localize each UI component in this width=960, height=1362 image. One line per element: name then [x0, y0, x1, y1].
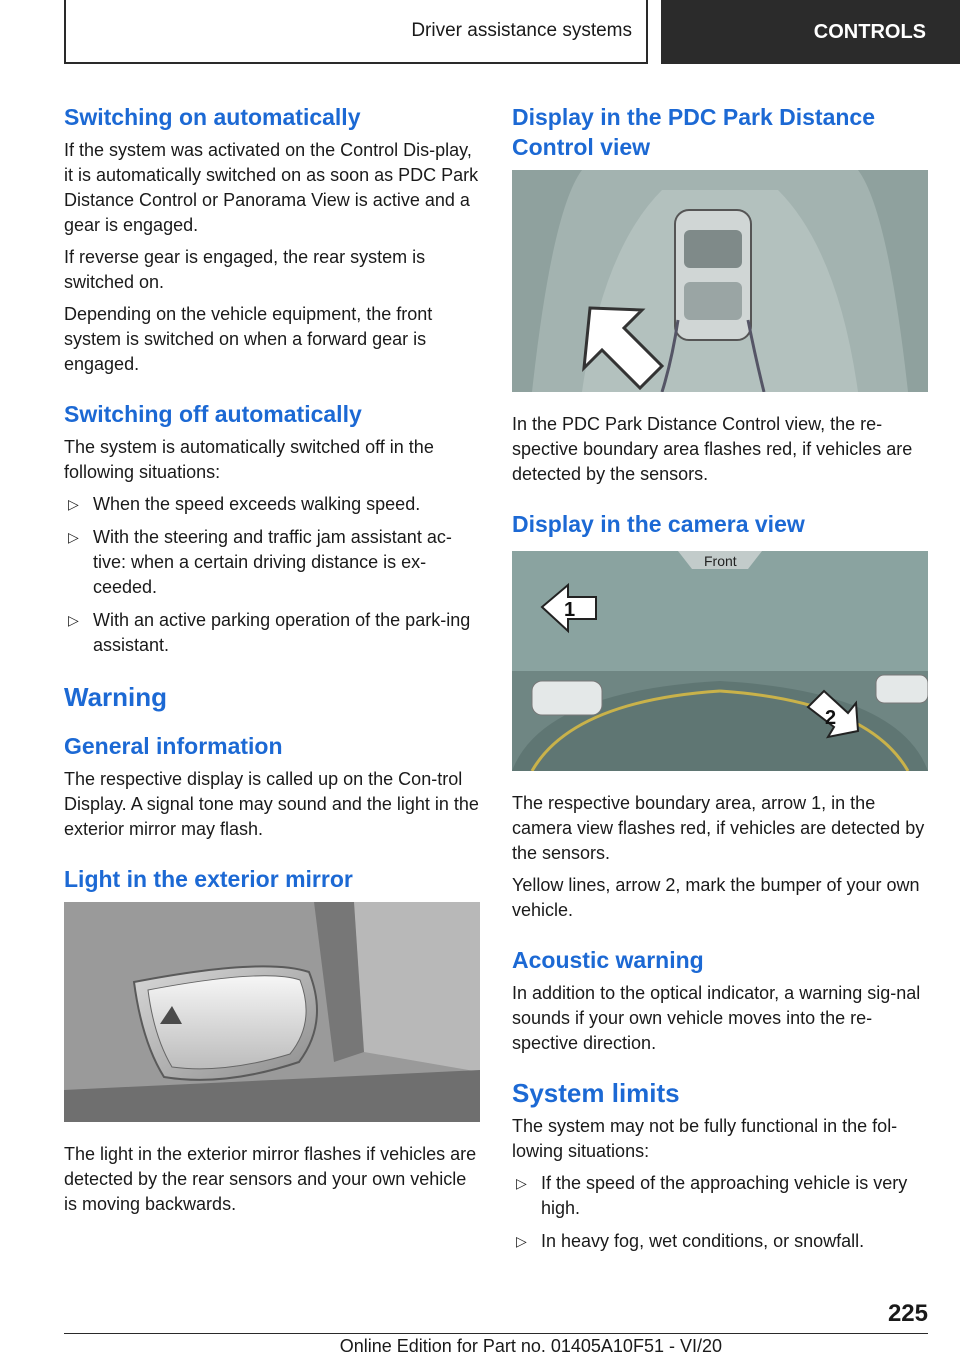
- header-chapter-label: CONTROLS: [813, 20, 926, 43]
- footer-edition: Online Edition for Part no. 01405A10F51 - VI/20: [339, 1336, 722, 1356]
- arrow-1-label: 1: [564, 599, 576, 621]
- camera-view-heading: Display in the camera view: [512, 511, 805, 537]
- front-label: Front: [704, 553, 737, 569]
- switch-off-list: [64, 492, 480, 658]
- camera-view-image: [512, 551, 928, 771]
- switch-off-paragraph: The system is automatically switched off in the following situations:: [64, 437, 434, 482]
- left-column: [64, 102, 480, 1224]
- camera-view-figure: [512, 551, 928, 771]
- list-item: [512, 1171, 928, 1221]
- list-item-text: If the speed of the approaching vehicle is very high.: [541, 1173, 908, 1218]
- acoustic-warning-paragraph: In addition to the optical indicator, a warning sig-nal sounds if your own vehicle moves into the re-spective direction.: [512, 983, 921, 1053]
- switch-on-heading: Switching on automatically: [64, 104, 361, 130]
- system-limits-heading: System limits: [512, 1078, 680, 1108]
- acoustic-warning-heading: Acoustic warning: [512, 947, 704, 973]
- pdc-display-heading: Display in the PDC Park Distance Control view: [512, 104, 876, 160]
- switch-on-paragraph-3: Depending on the vehicle equipment, the front system is switched on when a forward gear is engaged.: [64, 304, 433, 374]
- list-item: [64, 492, 480, 517]
- arrow-2-label: 2: [825, 707, 837, 729]
- header-section-label: Driver assistance systems: [411, 20, 632, 41]
- list-item-text: In heavy fog, wet conditions, or snowfall.: [541, 1231, 865, 1251]
- switch-on-paragraph-2: If reverse gear is engaged, the rear system is switched on.: [64, 247, 426, 292]
- switch-off-heading: Switching off automatically: [64, 401, 362, 427]
- pdc-caption: In the PDC Park Distance Control view, the re-spective boundary area flashes red, if vehicles are detected by the sensors.: [512, 414, 913, 484]
- system-limits-list: [512, 1171, 928, 1254]
- header-chapter: [661, 0, 960, 64]
- camera-paragraph-1: The respective boundary area, arrow 1, in the camera view flashes red, if vehicles are detected by the sensors.: [512, 793, 925, 863]
- pdc-view-image: [512, 170, 928, 392]
- list-item: [512, 1229, 928, 1254]
- mirror-caption: The light in the exterior mirror flashes if vehicles are detected by the rear sensors and your own vehicle is moving backwards.: [64, 1144, 477, 1214]
- page-number: 225: [887, 1300, 928, 1327]
- list-item-text: With an active parking operation of the park-ing assistant.: [93, 610, 471, 655]
- list-item: [64, 608, 480, 658]
- warning-heading: Warning: [64, 682, 168, 712]
- triangle-bullet-icon: ▷: [68, 529, 79, 545]
- exterior-mirror-image: [64, 902, 480, 1122]
- triangle-bullet-icon: ▷: [516, 1233, 527, 1249]
- triangle-bullet-icon: ▷: [68, 612, 79, 628]
- system-limits-paragraph: The system may not be fully functional in the fol-lowing situations:: [512, 1116, 898, 1161]
- mirror-heading: Light in the exterior mirror: [64, 866, 353, 892]
- list-item-text: When the speed exceeds walking speed.: [93, 494, 421, 514]
- general-info-heading: General information: [64, 733, 283, 759]
- footer-divider: [64, 1333, 928, 1334]
- list-item-text: With the steering and traffic jam assistant ac-tive: when a certain driving distance is ex-ceeded.: [93, 527, 452, 597]
- list-item: [64, 525, 480, 600]
- right-column: [512, 102, 928, 1262]
- switch-on-paragraph-1: If the system was activated on the Control Dis-play, it is automatically switched on as soon as PDC Park Distance Control or Panorama View is active and a gear is engaged.: [64, 140, 479, 235]
- header-section: [64, 0, 648, 64]
- camera-paragraph-2: Yellow lines, arrow 2, mark the bumper of your own vehicle.: [512, 875, 920, 920]
- triangle-bullet-icon: ▷: [516, 1175, 527, 1191]
- triangle-bullet-icon: ▷: [68, 496, 79, 512]
- general-info-paragraph: The respective display is called up on the Con-trol Display. A signal tone may sound and the light in the exterior mirror may flash.: [64, 769, 479, 839]
